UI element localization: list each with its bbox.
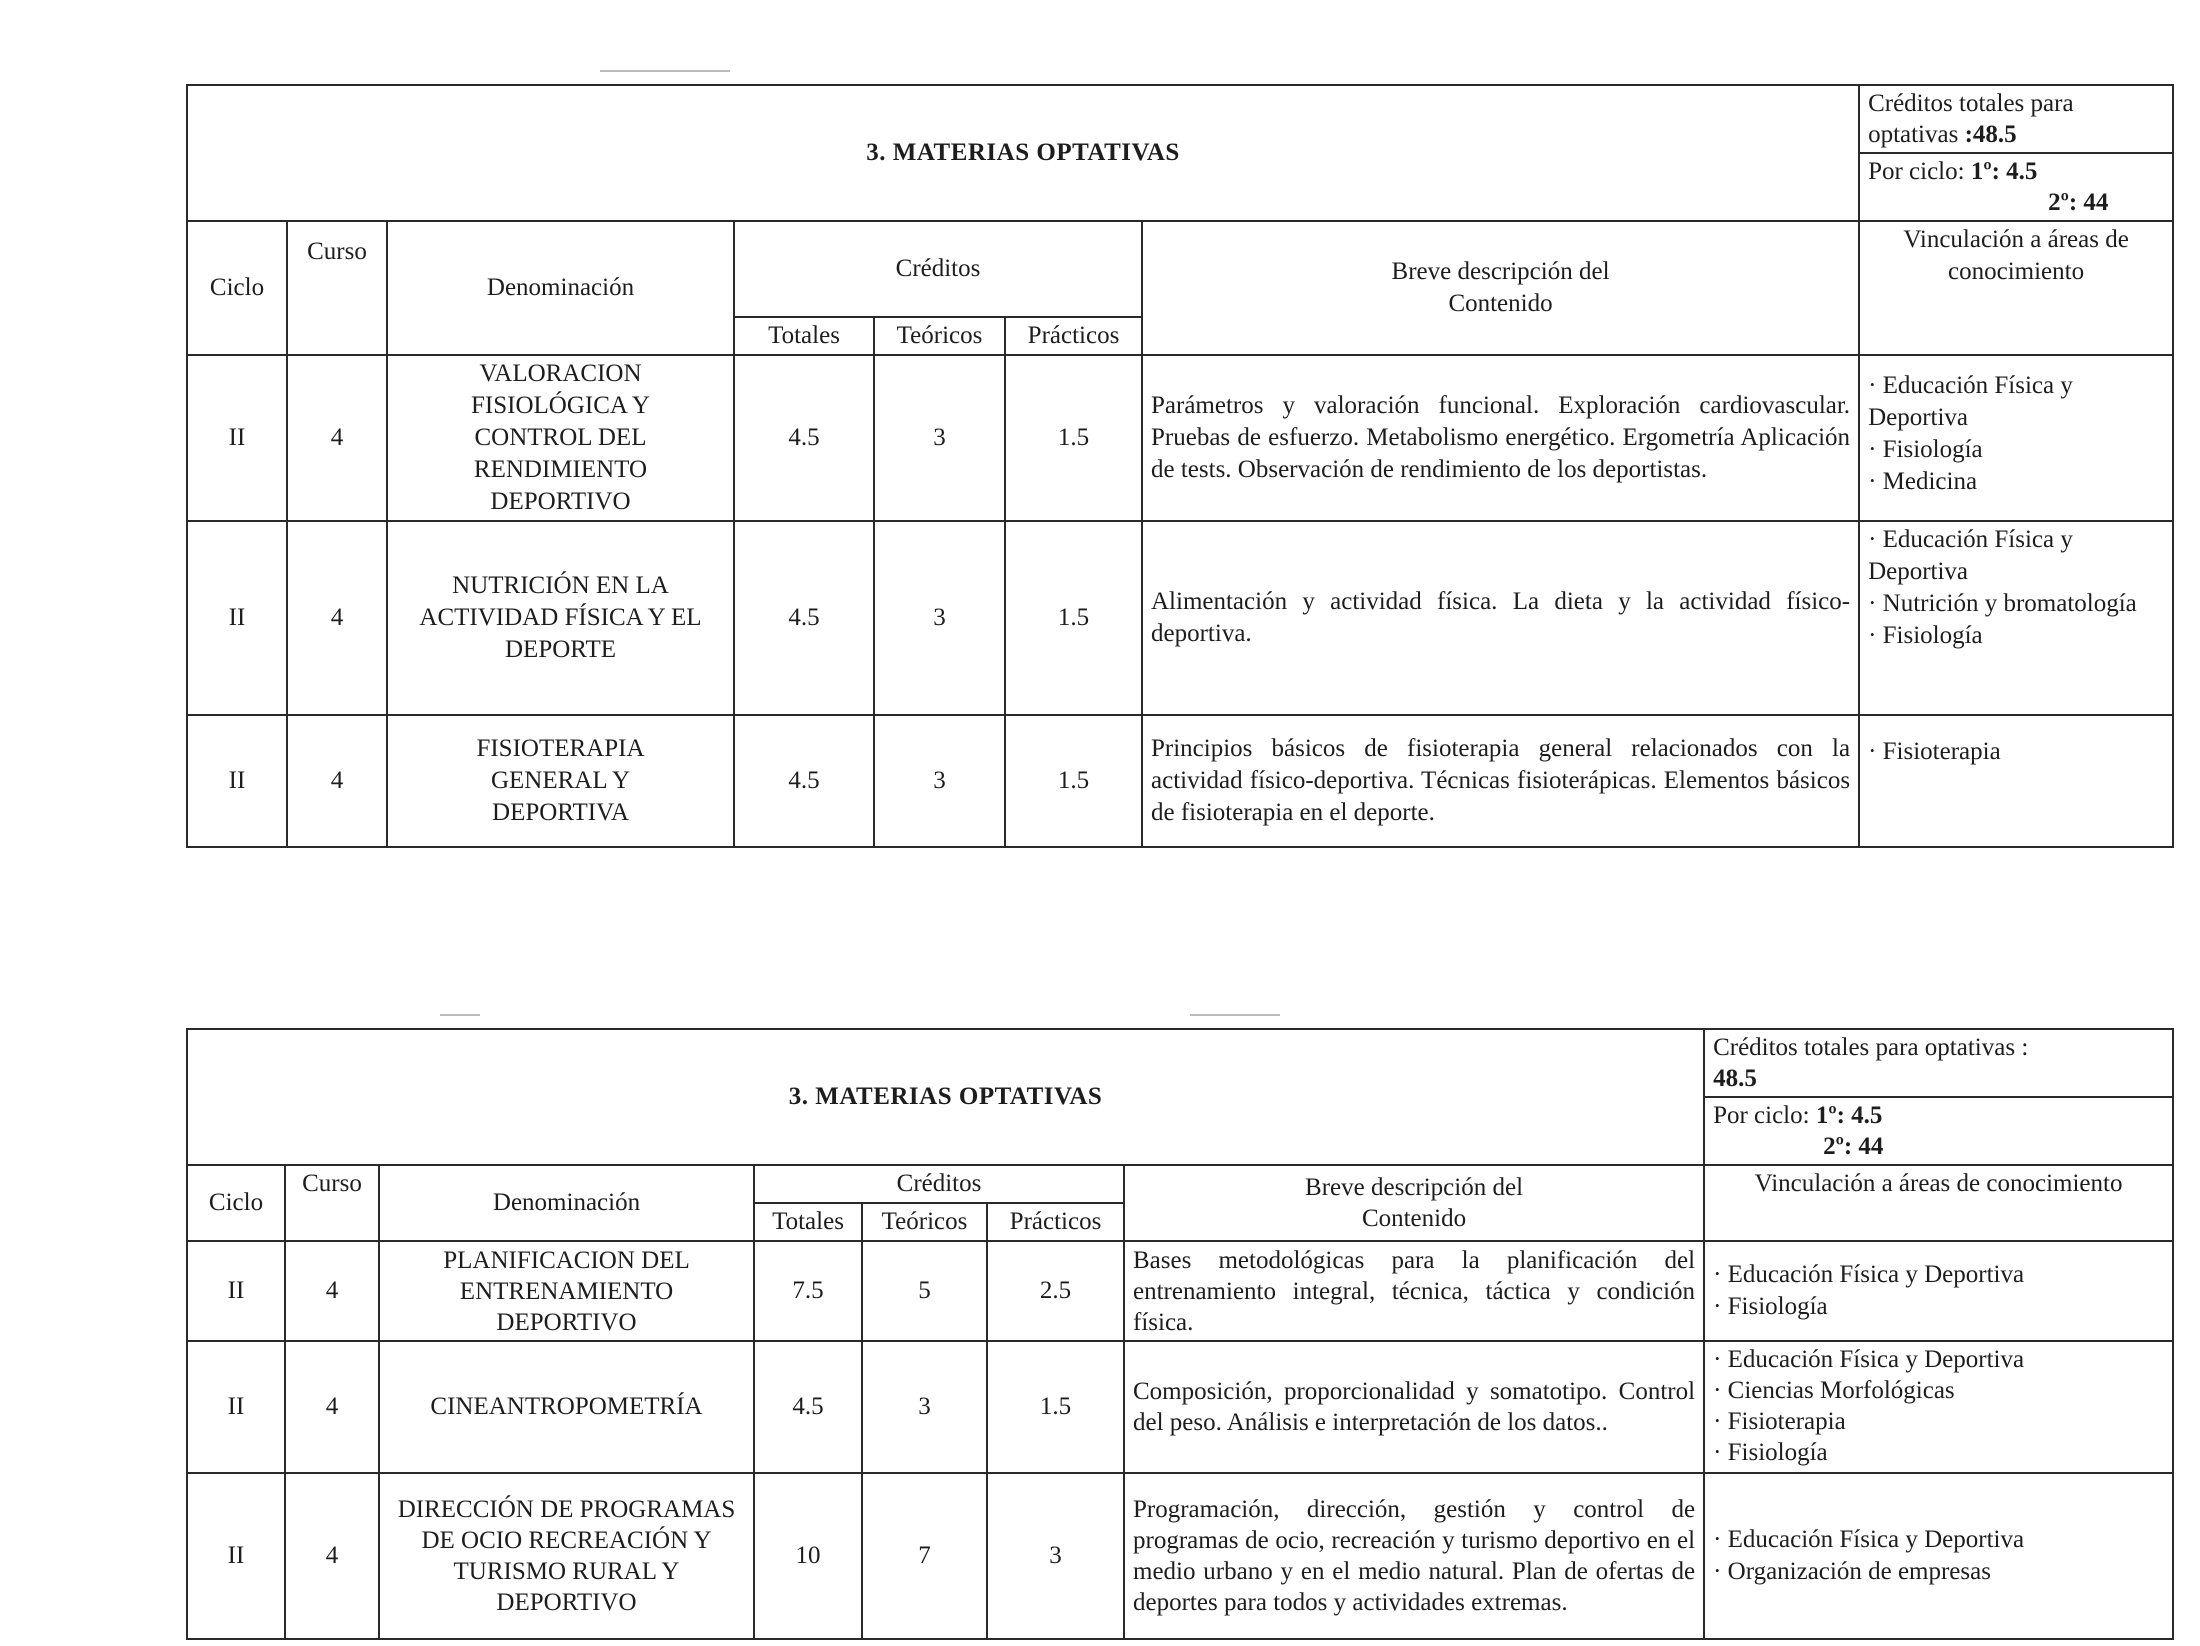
totales-cell: 4.5 (734, 715, 874, 847)
areas-cell (1704, 1241, 2173, 1341)
cycle-1-credits: 1º: 4.5 (1815, 1102, 1883, 1129)
ciclo-cell: II (187, 1341, 285, 1473)
header-practicos: Prácticos (987, 1203, 1124, 1241)
areas-cell (1704, 1473, 2173, 1639)
area-item: · Fisiología (1868, 436, 1983, 463)
table-row (187, 1473, 2173, 1639)
table-row (187, 715, 2173, 847)
header-totales: Totales (754, 1203, 862, 1241)
optativas-table-2 (186, 1028, 2174, 1640)
credits-total-value: :48.5 (1964, 121, 2017, 148)
practicos-cell: 1.5 (987, 1341, 1124, 1473)
totales-cell: 4.5 (734, 355, 874, 521)
curso-cell: 4 (285, 1241, 379, 1341)
denominacion-cell: FISIOTERAPIA GENERAL Y DEPORTIVA (387, 715, 734, 847)
descripcion-cell: Composición, proporcionalidad y somatotipo. Control del peso. Análisis e interpretación de los datos.. (1124, 1341, 1704, 1473)
area-item: · Educación Física y Deportiva (1713, 1346, 2025, 1373)
per-cycle-cell (1859, 153, 2173, 221)
ciclo-cell: II (187, 715, 287, 847)
scan-artifact (1190, 1014, 1280, 1016)
practicos-cell: 1.5 (1005, 715, 1142, 847)
descripcion-cell: Parámetros y valoración funcional. Exploración cardiovascular. Pruebas de esfuerzo. Metabolismo energético. Ergometría Aplicación de tests. Observación de rendimiento de los deportistas. (1142, 355, 1859, 521)
header-vinculacion: Vinculación a áreas de conocimiento (1859, 221, 2173, 355)
credits-total-cell (1859, 85, 2173, 153)
ciclo-cell: II (187, 355, 287, 521)
header-curso: Curso (287, 221, 387, 355)
header-creditos: Créditos (754, 1165, 1124, 1203)
curso-cell: 4 (285, 1473, 379, 1639)
area-item: · Educación Física y Deportiva (1868, 526, 2073, 585)
denominacion-cell: DIRECCIÓN DE PROGRAMAS DE OCIO RECREACIÓN Y TURISMO RURAL Y DEPORTIVO (379, 1473, 754, 1639)
areas-cell (1859, 715, 2173, 847)
header-teoricos: Teóricos (862, 1203, 987, 1241)
cycle-1-credits: 1º: 4.5 (1970, 158, 2038, 185)
teoricos-cell: 3 (874, 355, 1005, 521)
area-item: · Fisiología (1713, 1439, 1828, 1466)
curso-cell: 4 (287, 521, 387, 715)
area-item: · Fisiología (1868, 622, 1983, 649)
areas-cell (1859, 355, 2173, 521)
teoricos-cell: 3 (862, 1341, 987, 1473)
area-item: · Medicina (1868, 468, 1978, 495)
area-item: · Fisiología (1713, 1293, 1828, 1320)
totales-cell: 7.5 (754, 1241, 862, 1341)
totales-cell: 4.5 (754, 1341, 862, 1473)
areas-cell (1704, 1341, 2173, 1473)
practicos-cell: 3 (987, 1473, 1124, 1639)
per-cycle-label: Por ciclo: (1713, 1102, 1810, 1129)
header-curso: Curso (285, 1165, 379, 1241)
table-title: 3. MATERIAS OPTATIVAS (187, 85, 1859, 221)
descripcion-cell: Bases metodológicas para la planificación del entrenamiento integral, técnica, táctica y condición física. (1124, 1241, 1704, 1341)
denominacion-cell: NUTRICIÓN EN LA ACTIVIDAD FÍSICA Y EL DEPORTE (387, 521, 734, 715)
denominacion-cell: CINEANTROPOMETRÍA (379, 1341, 754, 1473)
cycle-2-credits: 2º: 44 (1823, 1133, 1884, 1160)
teoricos-cell: 3 (874, 521, 1005, 715)
descripcion-cell: Programación, dirección, gestión y control de programas de ocio, recreación y turismo deportivo en el medio urbano y en el medio natural. Plan de ofertas de deportes para todos y actividades extremas. (1124, 1473, 1704, 1639)
optativas-table-1 (186, 84, 2174, 848)
header-vinculacion: Vinculación a áreas de conocimiento (1704, 1165, 2173, 1241)
curso-cell: 4 (285, 1341, 379, 1473)
header-teoricos: Teóricos (874, 317, 1005, 355)
scan-artifact (600, 70, 730, 72)
header-creditos: Créditos (734, 221, 1142, 317)
table-row (187, 1341, 2173, 1473)
area-item: · Educación Física y Deportiva (1713, 1526, 2025, 1553)
scan-artifact (440, 1014, 480, 1016)
area-item: · Educación Física y Deportiva (1868, 372, 2073, 431)
area-item: · Educación Física y Deportiva (1713, 1261, 2025, 1288)
header-denominacion: Denominación (379, 1165, 754, 1241)
per-cycle-cell (1704, 1097, 2173, 1165)
area-item: · Ciencias Morfológicas (1713, 1377, 1955, 1404)
table-title: 3. MATERIAS OPTATIVAS (187, 1029, 1704, 1165)
practicos-cell: 1.5 (1005, 355, 1142, 521)
table-row (187, 1241, 2173, 1341)
header-descripcion: Breve descripción del Contenido (1142, 221, 1859, 355)
totales-cell: 4.5 (734, 521, 874, 715)
descripcion-cell: Principios básicos de fisioterapia general relacionados con la actividad físico-deportiva. Técnicas fisioterápicas. Elementos básicos de fisioterapia en el deporte. (1142, 715, 1859, 847)
cycle-2-credits: 2º: 44 (2048, 189, 2109, 216)
credits-total-cell (1704, 1029, 2173, 1097)
credits-total-label: Créditos totales para optativas (1868, 90, 2074, 148)
descripcion-cell: Alimentación y actividad física. La dieta y la actividad físico-deportiva. (1142, 521, 1859, 715)
teoricos-cell: 5 (862, 1241, 987, 1341)
table-row (187, 355, 2173, 521)
header-totales: Totales (734, 317, 874, 355)
practicos-cell: 1.5 (1005, 521, 1142, 715)
per-cycle-label: Por ciclo: (1868, 158, 1965, 185)
denominacion-cell: VALORACION FISIOLÓGICA Y CONTROL DEL RENDIMIENTO DEPORTIVO (387, 355, 734, 521)
area-item: · Fisioterapia (1868, 738, 2001, 765)
header-ciclo: Ciclo (187, 1165, 285, 1241)
credits-total-label: Créditos totales para optativas : (1713, 1034, 2029, 1061)
credits-total-value: 48.5 (1713, 1065, 1757, 1092)
ciclo-cell: II (187, 521, 287, 715)
area-item: · Nutrición y bromatología (1868, 590, 2137, 617)
totales-cell: 10 (754, 1473, 862, 1639)
table-row (187, 521, 2173, 715)
area-item: · Organización de empresas (1713, 1558, 1991, 1585)
header-descripcion: Breve descripción del Contenido (1124, 1165, 1704, 1241)
curso-cell: 4 (287, 715, 387, 847)
area-item: · Fisioterapia (1713, 1408, 1846, 1435)
denominacion-cell: PLANIFICACION DEL ENTRENAMIENTO DEPORTIVO (379, 1241, 754, 1341)
curso-cell: 4 (287, 355, 387, 521)
practicos-cell: 2.5 (987, 1241, 1124, 1341)
header-denominacion: Denominación (387, 221, 734, 355)
teoricos-cell: 7 (862, 1473, 987, 1639)
header-practicos: Prácticos (1005, 317, 1142, 355)
teoricos-cell: 3 (874, 715, 1005, 847)
areas-cell (1859, 521, 2173, 715)
ciclo-cell: II (187, 1473, 285, 1639)
header-ciclo: Ciclo (187, 221, 287, 355)
ciclo-cell: II (187, 1241, 285, 1341)
